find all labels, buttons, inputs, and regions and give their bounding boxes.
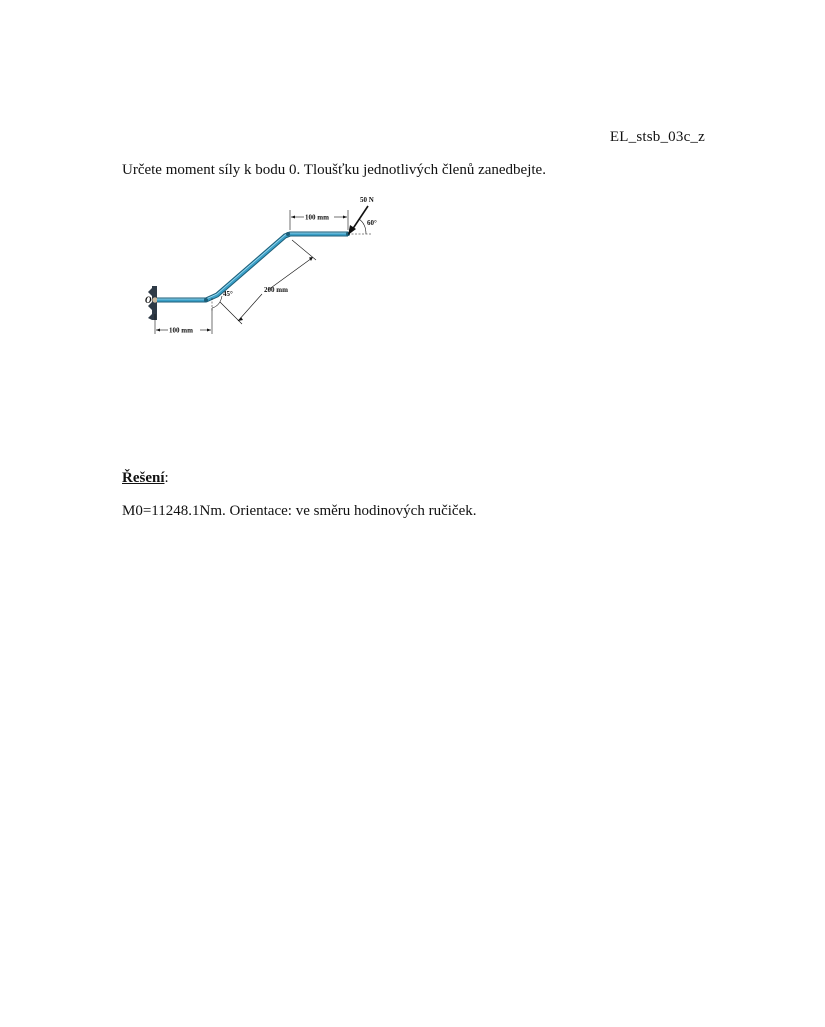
- solution-colon: :: [164, 470, 169, 486]
- force-arrow: [348, 206, 368, 235]
- force-angle-label: 60°: [367, 219, 377, 227]
- solution-result: M0=11248.1Nm. Orientace: ve směru hodinových ručiček.: [122, 503, 477, 519]
- point-o-label: O: [145, 295, 152, 305]
- task-statement: Určete moment síly k bodu 0. Tloušťku jednotlivých členů zanedbejte.: [122, 162, 546, 178]
- pipe-member: [157, 232, 350, 302]
- top-dimension-label: 100 mm: [305, 213, 329, 222]
- solution-heading: [122, 470, 169, 487]
- bend-angle-label: 45°: [223, 290, 233, 298]
- force-label: 50 N: [360, 196, 374, 204]
- bottom-dimension-label: 100 mm: [169, 326, 193, 335]
- diagonal-dimension-label: 200 mm: [264, 286, 288, 294]
- solution-title: Řešení: [122, 470, 165, 486]
- document-code: EL_stsb_03c_z: [609, 129, 705, 145]
- figure-svg: [140, 190, 390, 340]
- mechanics-figure: [140, 190, 390, 340]
